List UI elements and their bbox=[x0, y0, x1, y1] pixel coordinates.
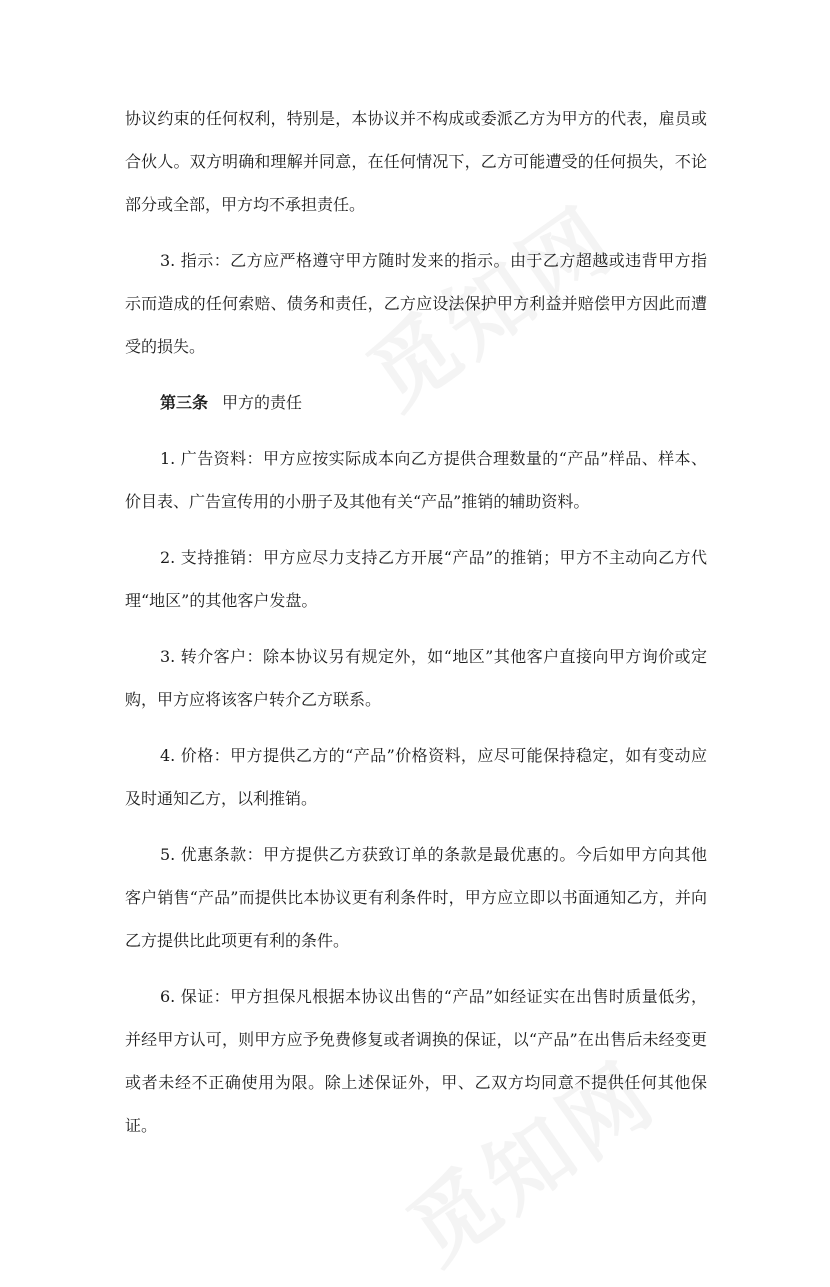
paragraph: 3. 指示：乙方应严格遵守甲方随时发来的指示。由于乙方超越或违背甲方指示而造成的任何索赔、债务和责任，乙方应设法保护甲方利益并赔偿甲方因此而遭受的损失。 bbox=[125, 251, 707, 356]
article-title: 甲方的责任 bbox=[222, 393, 303, 412]
paragraph: 3. 转介客户：除本协议另有规定外，如“地区”其他客户直接向甲方询价或定购，甲方应将该客户转介乙方联系。 bbox=[125, 647, 707, 709]
paragraph: 协议约束的任何权利，特别是，本协议并不构成或委派乙方为甲方的代表，雇员或合伙人。双方明确和理解并同意，在任何情况下，乙方可能遭受的任何损失，不论部分或全部，甲方均不承担责任。 bbox=[125, 109, 707, 214]
paragraph: 2. 支持推销：甲方应尽力支持乙方开展“产品”的推销；甲方不主动向乙方代理“地区”的其他客户发盘。 bbox=[125, 548, 707, 610]
paragraph: 6. 保证：甲方担保凡根据本协议出售的“产品”如经证实在出售时质量低劣，并经甲方认可，则甲方应予免费修复或者调换的保证，以“产品”在出售后未经变更或者未经不正确使用为限。除上述保证外，甲、乙双方均同意不提供任何其他保证。 bbox=[125, 987, 707, 1135]
paragraph: 1. 广告资料：甲方应按实际成本向乙方提供合理数量的“产品”样品、样本、价目表、广告宣传用的小册子及其他有关“产品”推销的辅助资料。 bbox=[125, 449, 707, 511]
paragraph: 5. 优惠条款：甲方提供乙方获致订单的条款是最优惠的。今后如甲方向其他客户销售“产品”而提供比本协议更有利条件时，甲方应立即以书面通知乙方，并向乙方提供比此项更有利的条件。 bbox=[125, 845, 707, 950]
section-heading bbox=[125, 381, 707, 424]
paragraph: 4. 价格：甲方提供乙方的“产品”价格资料，应尽可能保持稳定，如有变动应及时通知乙方，以利推销。 bbox=[125, 746, 707, 808]
document-body bbox=[125, 97, 707, 1160]
article-number: 第三条 bbox=[160, 393, 209, 412]
